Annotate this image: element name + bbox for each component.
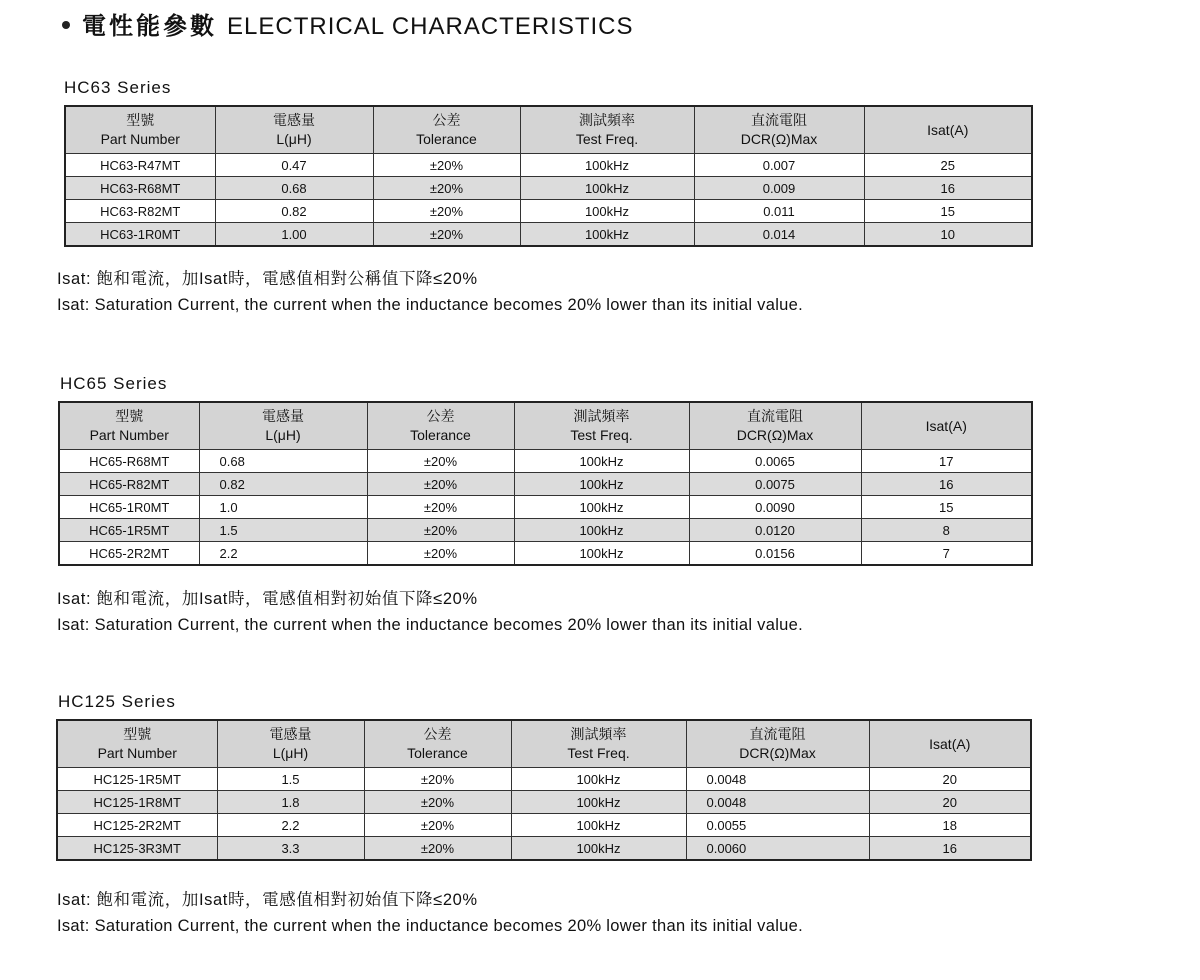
series-title-hc125: HC125 Series — [58, 692, 176, 711]
cell-inductance: 0.68 — [215, 177, 373, 200]
cell-inductance: 2.2 — [199, 542, 367, 566]
spec-table-hc63 — [64, 105, 1033, 247]
table-row — [57, 768, 1031, 791]
isat-note-en: Isat: Saturation Current, the current when the inductance becomes 20% lower than its initial value. — [57, 616, 804, 634]
header-part-number: 型號 Part Number — [57, 720, 217, 768]
cell-test-freq: 100kHz — [514, 542, 689, 566]
cell-test-freq: 100kHz — [520, 177, 694, 200]
cell-tolerance: ±20% — [367, 450, 514, 473]
series-title-hc63: HC63 Series — [64, 78, 172, 97]
cell-test-freq: 100kHz — [520, 200, 694, 223]
isat-note-zh: Isat: 飽和電流，加Isat時，電感值相對初始值下降≤20% — [57, 891, 478, 909]
header-dcr: 直流電阻 DCR(Ω)Max — [689, 402, 861, 450]
cell-dcr: 0.009 — [694, 177, 864, 200]
header-inductance: 電感量 L(μH) — [215, 106, 373, 154]
cell-part-number: HC63-R68MT — [65, 177, 215, 200]
cell-part-number: HC125-1R5MT — [57, 768, 217, 791]
table-row — [59, 450, 1032, 473]
cell-isat: 18 — [869, 814, 1031, 837]
cell-isat: 16 — [864, 177, 1032, 200]
table-row — [59, 473, 1032, 496]
cell-isat: 16 — [861, 473, 1032, 496]
cell-tolerance: ±20% — [373, 154, 520, 177]
table-row — [65, 154, 1032, 177]
cell-test-freq: 100kHz — [511, 837, 686, 861]
cell-tolerance: ±20% — [367, 542, 514, 566]
page-title-zh: 電性能參數 — [82, 13, 217, 40]
cell-part-number: HC65-1R5MT — [59, 519, 199, 542]
header-inductance: 電感量 L(μH) — [199, 402, 367, 450]
cell-dcr: 0.007 — [694, 154, 864, 177]
cell-tolerance: ±20% — [373, 200, 520, 223]
header-tolerance: 公差 Tolerance — [367, 402, 514, 450]
spec-table-hc125 — [56, 719, 1032, 861]
cell-inductance: 1.00 — [215, 223, 373, 247]
header-part-number: 型號 Part Number — [59, 402, 199, 450]
cell-tolerance: ±20% — [364, 791, 511, 814]
cell-tolerance: ±20% — [367, 519, 514, 542]
cell-isat: 10 — [864, 223, 1032, 247]
cell-tolerance: ±20% — [364, 837, 511, 861]
cell-test-freq: 100kHz — [514, 473, 689, 496]
cell-test-freq: 100kHz — [511, 768, 686, 791]
cell-dcr: 0.0060 — [686, 837, 869, 861]
cell-part-number: HC65-R82MT — [59, 473, 199, 496]
isat-note-hc63 — [57, 266, 803, 318]
cell-isat: 17 — [861, 450, 1032, 473]
table-row — [59, 542, 1032, 566]
isat-note-en: Isat: Saturation Current, the current when the inductance becomes 20% lower than its initial value. — [57, 296, 804, 314]
cell-isat: 7 — [861, 542, 1032, 566]
cell-inductance: 1.0 — [199, 496, 367, 519]
header-part-number: 型號 Part Number — [65, 106, 215, 154]
table-row — [57, 837, 1031, 861]
cell-isat: 16 — [869, 837, 1031, 861]
cell-dcr: 0.0055 — [686, 814, 869, 837]
header-test-freq: 測試頻率 Test Freq. — [520, 106, 694, 154]
header-tolerance: 公差 Tolerance — [373, 106, 520, 154]
cell-dcr: 0.0090 — [689, 496, 861, 519]
cell-part-number: HC65-2R2MT — [59, 542, 199, 566]
spec-table-hc65 — [58, 401, 1033, 566]
cell-isat: 20 — [869, 791, 1031, 814]
isat-note-hc65 — [57, 586, 803, 638]
cell-test-freq: 100kHz — [511, 814, 686, 837]
cell-dcr: 0.0048 — [686, 768, 869, 791]
header-dcr: 直流電阻 DCR(Ω)Max — [686, 720, 869, 768]
cell-isat: 15 — [861, 496, 1032, 519]
cell-dcr: 0.0075 — [689, 473, 861, 496]
cell-isat: 15 — [864, 200, 1032, 223]
table-row — [65, 200, 1032, 223]
cell-isat: 20 — [869, 768, 1031, 791]
header-test-freq: 測試頻率 Test Freq. — [514, 402, 689, 450]
cell-part-number: HC125-3R3MT — [57, 837, 217, 861]
cell-test-freq: 100kHz — [514, 496, 689, 519]
table-row — [59, 519, 1032, 542]
cell-inductance: 1.8 — [217, 791, 364, 814]
cell-dcr: 0.0156 — [689, 542, 861, 566]
cell-test-freq: 100kHz — [514, 450, 689, 473]
cell-dcr: 0.011 — [694, 200, 864, 223]
cell-inductance: 0.82 — [215, 200, 373, 223]
header-isat: Isat(A) — [861, 402, 1032, 450]
table-header-row — [65, 106, 1032, 154]
cell-isat: 8 — [861, 519, 1032, 542]
cell-part-number: HC63-R82MT — [65, 200, 215, 223]
header-isat: Isat(A) — [864, 106, 1032, 154]
cell-part-number: HC63-R47MT — [65, 154, 215, 177]
cell-tolerance: ±20% — [373, 177, 520, 200]
cell-dcr: 0.014 — [694, 223, 864, 247]
page-title — [62, 6, 634, 41]
cell-dcr: 0.0120 — [689, 519, 861, 542]
isat-note-en: Isat: Saturation Current, the current when the inductance becomes 20% lower than its initial value. — [57, 917, 804, 935]
header-tolerance: 公差 Tolerance — [364, 720, 511, 768]
cell-test-freq: 100kHz — [520, 223, 694, 247]
cell-inductance: 1.5 — [217, 768, 364, 791]
cell-inductance: 0.82 — [199, 473, 367, 496]
bullet-icon — [62, 21, 70, 29]
cell-inductance: 0.47 — [215, 154, 373, 177]
cell-dcr: 0.0065 — [689, 450, 861, 473]
cell-tolerance: ±20% — [364, 814, 511, 837]
cell-inductance: 3.3 — [217, 837, 364, 861]
cell-part-number: HC125-2R2MT — [57, 814, 217, 837]
header-test-freq: 測試頻率 Test Freq. — [511, 720, 686, 768]
page-title-en: ELECTRICAL CHARACTERISTICS — [227, 13, 634, 40]
cell-part-number: HC65-R68MT — [59, 450, 199, 473]
cell-part-number: HC65-1R0MT — [59, 496, 199, 519]
header-isat: Isat(A) — [869, 720, 1031, 768]
cell-inductance: 0.68 — [199, 450, 367, 473]
series-title-hc65: HC65 Series — [60, 374, 168, 393]
cell-inductance: 2.2 — [217, 814, 364, 837]
cell-isat: 25 — [864, 154, 1032, 177]
isat-note-hc125 — [57, 887, 803, 939]
cell-tolerance: ±20% — [367, 496, 514, 519]
cell-part-number: HC125-1R8MT — [57, 791, 217, 814]
cell-tolerance: ±20% — [367, 473, 514, 496]
cell-test-freq: 100kHz — [520, 154, 694, 177]
cell-tolerance: ±20% — [373, 223, 520, 247]
cell-test-freq: 100kHz — [514, 519, 689, 542]
table-row — [59, 496, 1032, 519]
cell-dcr: 0.0048 — [686, 791, 869, 814]
cell-tolerance: ±20% — [364, 768, 511, 791]
table-row — [65, 177, 1032, 200]
table-row — [65, 223, 1032, 247]
table-row — [57, 791, 1031, 814]
table-row — [57, 814, 1031, 837]
table-header-row — [59, 402, 1032, 450]
isat-note-zh: Isat: 飽和電流，加Isat時，電感值相對初始值下降≤20% — [57, 590, 478, 608]
cell-test-freq: 100kHz — [511, 791, 686, 814]
cell-part-number: HC63-1R0MT — [65, 223, 215, 247]
table-header-row — [57, 720, 1031, 768]
cell-inductance: 1.5 — [199, 519, 367, 542]
header-inductance: 電感量 L(μH) — [217, 720, 364, 768]
isat-note-zh: Isat: 飽和電流，加Isat時，電感值相對公稱值下降≤20% — [57, 270, 478, 288]
header-dcr: 直流電阻 DCR(Ω)Max — [694, 106, 864, 154]
